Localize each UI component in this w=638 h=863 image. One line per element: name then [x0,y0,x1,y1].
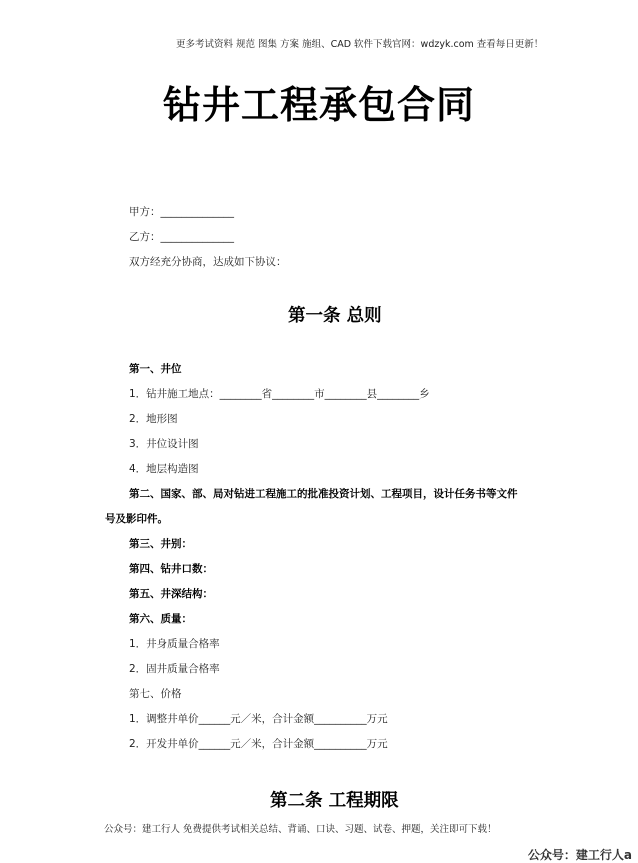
item-2-line-1: 第二、国家、部、局对钻进工程施工的批准投资计划、工程项目，设计任务书等文件 [129,488,518,500]
item-7-line: 1．调整井单价______元／米，合计金额__________万元 [129,713,388,725]
party-b-line: 乙方：______________ [129,231,234,243]
item-1-line: 1．钻井施工地点：________省________市________县________乡 [129,388,430,400]
item-1-line: 3．井位设计图 [129,438,199,450]
item-1-line: 2．地形图 [129,413,178,425]
item-7-line: 2．开发井单价______元／米，合计金额__________万元 [129,738,388,750]
item-4: 第四、钻井口数： [129,563,213,575]
item-1-title: 第一、井位 [129,363,182,375]
article-2-heading: 第二条 工程期限 [270,791,399,811]
header-note: 更多考试资料 规范 图集 方案 施组、CAD 软件下载官网：wdzyk.com 查看每日更新！ [176,39,544,50]
item-3: 第三、井别： [129,538,192,550]
agreement-line: 双方经充分协商，达成如下协议： [129,256,287,268]
party-a-line: 甲方：______________ [129,206,234,218]
article-1-heading: 第一条 总则 [288,306,382,326]
item-5: 第五、井深结构： [129,588,213,600]
item-1-line: 4．地层构造图 [129,463,199,475]
item-6-title: 第六、质量： [129,613,192,625]
item-6-line: 1．井身质量合格率 [129,638,220,650]
item-7-title: 第七、价格 [129,688,182,700]
item-2-line-2: 号及影印件。 [105,513,168,525]
watermark-text: 公众号：建工行人a [527,848,632,862]
document-title: 钻井工程承包合同 [162,82,475,127]
footer-note: 公众号：建工行人 免费提供考试相关总结、背诵、口诀、习题、试卷、押题，关注即可下载！ [104,824,497,835]
item-6-line: 2．固井质量合格率 [129,663,220,675]
